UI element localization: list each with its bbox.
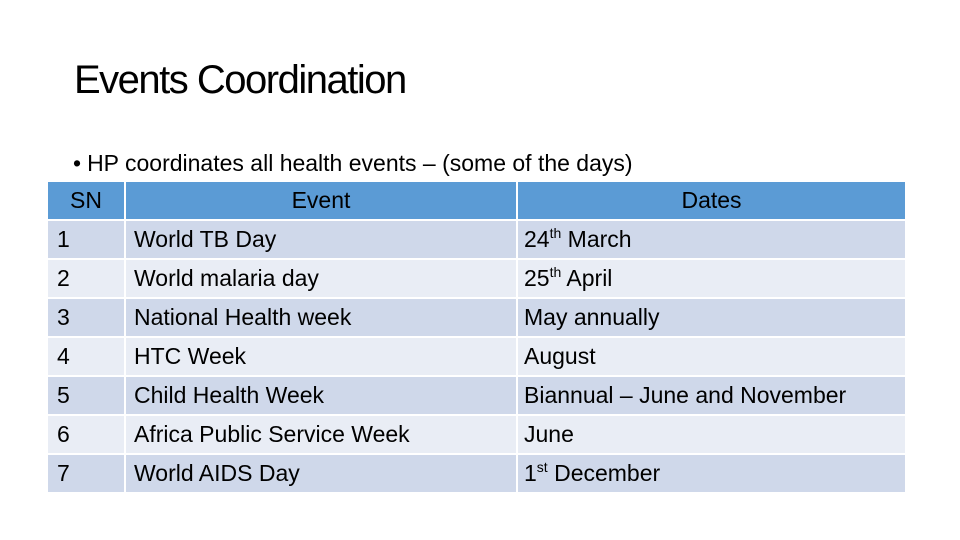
date-suffix: th — [549, 225, 562, 241]
cell-sn: 7 — [47, 454, 125, 493]
cell-event: HTC Week — [125, 337, 517, 376]
date-month: April — [561, 265, 613, 291]
bullet-text: HP coordinates all health events – (some of the days) — [87, 150, 633, 176]
cell-event: National Health week — [125, 298, 517, 337]
cell-date — [517, 376, 906, 415]
cell-sn: 2 — [47, 259, 125, 298]
cell-date — [517, 259, 906, 298]
cell-sn: 6 — [47, 415, 125, 454]
date-month: March — [561, 226, 632, 252]
bullet-point — [73, 147, 633, 179]
table-row — [47, 298, 906, 337]
date-suffix: st — [536, 459, 548, 475]
date-day: 25 — [524, 265, 550, 291]
date-day: 1 — [524, 460, 537, 486]
header-dates: Dates — [517, 181, 906, 220]
table-row — [47, 220, 906, 259]
cell-event: World AIDS Day — [125, 454, 517, 493]
date-text: June — [524, 421, 574, 447]
cell-event: Child Health Week — [125, 376, 517, 415]
cell-date — [517, 454, 906, 493]
table-row — [47, 454, 906, 493]
cell-date — [517, 298, 906, 337]
date-text: Biannual – June and November — [524, 382, 847, 408]
table-row — [47, 259, 906, 298]
cell-date — [517, 337, 906, 376]
cell-event: Africa Public Service Week — [125, 415, 517, 454]
date-day: 24 — [524, 226, 550, 252]
table-row — [47, 415, 906, 454]
date-month: December — [547, 460, 661, 486]
slide-title: Events Coordination — [74, 58, 406, 102]
header-sn: SN — [47, 181, 125, 220]
cell-sn: 3 — [47, 298, 125, 337]
header-event: Event — [125, 181, 517, 220]
cell-sn: 4 — [47, 337, 125, 376]
cell-event: World malaria day — [125, 259, 517, 298]
table-header-row — [47, 181, 906, 220]
cell-event: World TB Day — [125, 220, 517, 259]
table-row — [47, 337, 906, 376]
table-row — [47, 376, 906, 415]
date-text: May annually — [524, 304, 660, 330]
cell-date — [517, 220, 906, 259]
cell-sn: 5 — [47, 376, 125, 415]
date-text: August — [524, 343, 596, 369]
events-table — [46, 180, 907, 494]
bullet-marker: • — [73, 150, 82, 176]
cell-date — [517, 415, 906, 454]
cell-sn: 1 — [47, 220, 125, 259]
date-suffix: th — [549, 264, 562, 280]
